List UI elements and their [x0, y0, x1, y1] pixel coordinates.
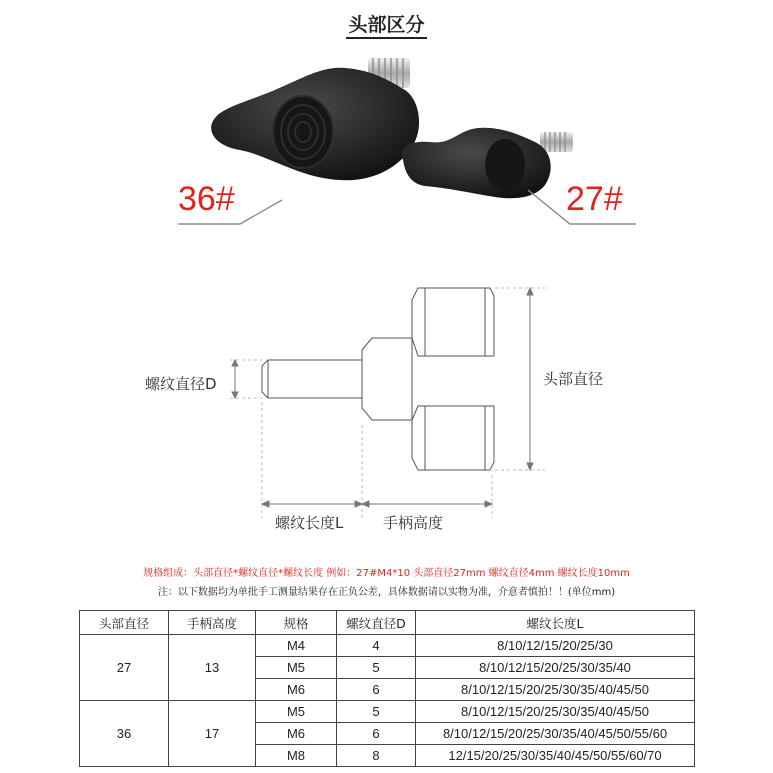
diagram-wing-top: [412, 288, 494, 356]
cell-spec: M6: [256, 723, 337, 745]
cell-thread-lengths: 8/10/12/15/20/25/30/35/40/45/50: [416, 701, 695, 723]
header-thread-length: 螺纹长度L: [416, 611, 695, 635]
cell-thread-diameter: 4: [337, 635, 416, 657]
cell-thread-lengths: 8/10/12/15/20/25/30/35/40/45/50/55/60: [416, 723, 695, 745]
cell-thread-lengths: 12/15/20/25/30/35/40/45/50/55/60/70: [416, 745, 695, 767]
cell-head-diameter: 27: [80, 635, 169, 701]
dimension-diagram: [0, 270, 773, 545]
cell-head-diameter: 36: [80, 701, 169, 767]
header-handle-height: 手柄高度: [169, 611, 256, 635]
handle-height-label: 手柄高度: [383, 514, 444, 532]
diagram-wing-bottom: [412, 406, 494, 470]
cell-thread-diameter: 5: [337, 657, 416, 679]
knob-36-face-rings: [273, 96, 333, 168]
measurement-disclaimer: 注：以下数据均为单批手工测量结果存在正负公差，具体数据请以实物为准，介意者慎拍！！(单位mm): [157, 587, 616, 598]
table-row: [80, 701, 695, 723]
knob-27-thread: [540, 132, 573, 152]
spec-table-header: [80, 611, 695, 635]
product-photo: [0, 0, 773, 250]
table-row: [80, 635, 695, 657]
header-head-diameter: 头部直径: [80, 611, 169, 635]
cell-spec: M8: [256, 745, 337, 767]
knob-27-face: [485, 139, 525, 191]
header-thread-diameter: 螺纹直径D: [337, 611, 416, 635]
cell-thread-lengths: 8/10/12/15/20/25/30: [416, 635, 695, 657]
cell-thread-diameter: 6: [337, 723, 416, 745]
cell-spec: M4: [256, 635, 337, 657]
cell-spec: M5: [256, 657, 337, 679]
knob-36-image: [211, 58, 419, 180]
knob-27-image: [402, 128, 573, 199]
cell-thread-lengths: 8/10/12/15/20/25/30/35/40/45/50: [416, 679, 695, 701]
page-title-text: 头部区分: [346, 14, 426, 39]
label-27: 27#: [566, 180, 623, 218]
cell-spec: M5: [256, 701, 337, 723]
cell-handle-height: 13: [169, 635, 256, 701]
label-36: 36#: [178, 180, 235, 218]
header-spec: 规格: [256, 611, 337, 635]
cell-thread-diameter: 5: [337, 701, 416, 723]
diagram-collar: [362, 338, 412, 420]
cell-handle-height: 17: [169, 701, 256, 767]
cell-thread-lengths: 8/10/12/15/20/25/30/35/40: [416, 657, 695, 679]
head-diameter-label: 头部直径: [543, 370, 604, 388]
cell-thread-diameter: 6: [337, 679, 416, 701]
diagram-shank: [262, 360, 362, 398]
thread-diameter-label: 螺纹直径D: [145, 375, 217, 393]
thread-length-label: 螺纹长度L: [275, 514, 344, 532]
cell-thread-diameter: 8: [337, 745, 416, 767]
cell-spec: M6: [256, 679, 337, 701]
spec-table: [79, 610, 695, 767]
spec-format-note: 规格组成：头部直径*螺纹直径*螺纹长度 例如：27#M4*10 头部直径27mm 螺纹直径4mm 螺纹长度10mm: [143, 568, 630, 579]
